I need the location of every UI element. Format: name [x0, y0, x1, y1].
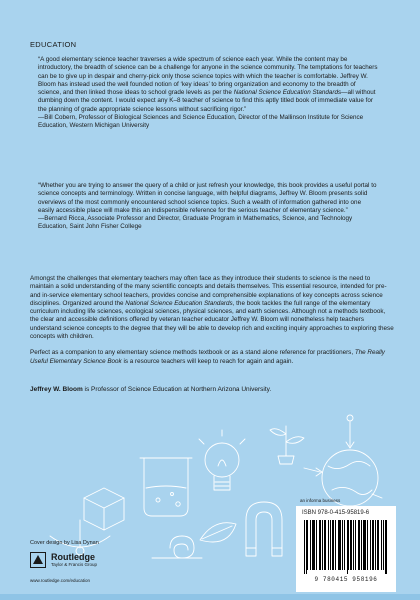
category-label: EDUCATION — [30, 40, 77, 49]
spiral-icon — [152, 536, 202, 558]
magnet-icon — [246, 502, 282, 556]
barcode-panel — [296, 506, 396, 592]
review-quote-ricca — [38, 182, 378, 232]
plant-icon — [270, 426, 304, 464]
barcode-bars — [304, 520, 388, 574]
lightbulb-icon — [199, 430, 245, 490]
leaf-icon — [200, 523, 236, 542]
publisher-logo — [30, 552, 97, 568]
isbn-label: ISBN 978-0-415-95819-6 — [302, 510, 370, 516]
earth-gravity-icon — [304, 415, 382, 506]
pendulum-icon — [50, 520, 110, 555]
publisher-url[interactable]: www.routledge.com/education — [30, 578, 91, 583]
author-bio-text: is Professor of Science Education at Northern Arizona University. — [84, 386, 272, 393]
quote1-text: “A good elementary science teacher traverses a wide spectrum of science each year. While the content may be introductory, the breadth of science can be a challenge for anyone in the science community. The temptations for teachers can be to give up in despair and cherry-pick only those science topics with which the teacher is comfortable. Jeffrey W. Bloom has instead used the well founded notion of ‘key ideas’ to bring organization and economy to the breadth of science, and then linked those ideas to school grade levels as per the — [38, 56, 378, 97]
standards-title: National Science Education Standards — [125, 299, 233, 307]
routledge-logo-icon — [30, 552, 46, 568]
quote1-attribution: —Bill Cobern, Professor of Biological Sciences and Science Education, Director of the Mallinson Institute for Science Education, Western Michigan University — [38, 114, 364, 130]
author-name: Jeffrey W. Bloom — [30, 386, 83, 393]
quote1-text-after: —all without dumbing down the content. I would expect any K–8 teacher of science to find this aptly titled book of immediate value for the planning of grade appropriate science lessons without sacrificing rigor.” — [38, 89, 376, 113]
book-title: The Really Useful Elementary Science Book — [30, 349, 385, 365]
beaker-icon — [140, 458, 192, 516]
book-description — [30, 275, 394, 374]
quote2-attribution: —Bernard Ricca, Associate Professor and Director, Graduate Program in Mathematics, Science, and Technology Education, Saint John Fisher College — [38, 215, 353, 231]
description-p2-after: is a resource teachers will keep to reach for again and again. — [123, 357, 294, 365]
description-p1: Amongst the challenges that elementary teachers may often face as they introduce their students to science is the need to maintain a solid understanding of the many scientific concepts and details themselves. This essential resource, intended for pre- and in-service elementary school teachers, provides concise and comprehensible explanations of key concepts across science disciplines. Organized around the — [30, 275, 387, 307]
quote2-text: “Whether you are trying to answer the query of a child or just refresh your knowledge, this book provides a useful portal to science concepts and terminology. Written in concise language, with helpful diagrams, Jeffrey W. Bloom presents solid overviews of the most commonly encountered school science topics. Such a wealth of information gathered into one easily accessible place will make this an indispensible reference for the serious teacher of elementary science.” — [38, 182, 377, 214]
bottom-strip — [0, 594, 420, 600]
quote1-italic: National Science Education Standards — [233, 89, 342, 97]
barcode-number: 9 780415 958196 — [314, 576, 378, 583]
publisher-subtitle: Taylor & Francis Group — [51, 561, 98, 567]
informa-label: an informa business — [300, 498, 341, 503]
description-p1-after: , the book tackles the full range of the elementary curriculum including life sciences, ecological sciences, physical sciences, and earth sciences. Although not a methods textbook, the clear and accessible definitions offered by veteran teacher educator Jeffrey W. Bloom will nonetheless help teachers understand science concepts to the degree that they will be able to develop rich and exciting inquiry approaches to exploring these concepts with children. — [30, 299, 394, 341]
description-p2: Perfect as a companion to any elementary science methods textbook or as a stand alone reference for practitioners, — [30, 349, 354, 357]
cube-icon — [84, 488, 124, 530]
author-bio — [30, 386, 394, 395]
publisher-name: Routledge — [51, 551, 95, 562]
cover-design-credit: Cover design by Lisa Dynan — [30, 540, 99, 546]
review-quote-cobern — [38, 56, 378, 131]
